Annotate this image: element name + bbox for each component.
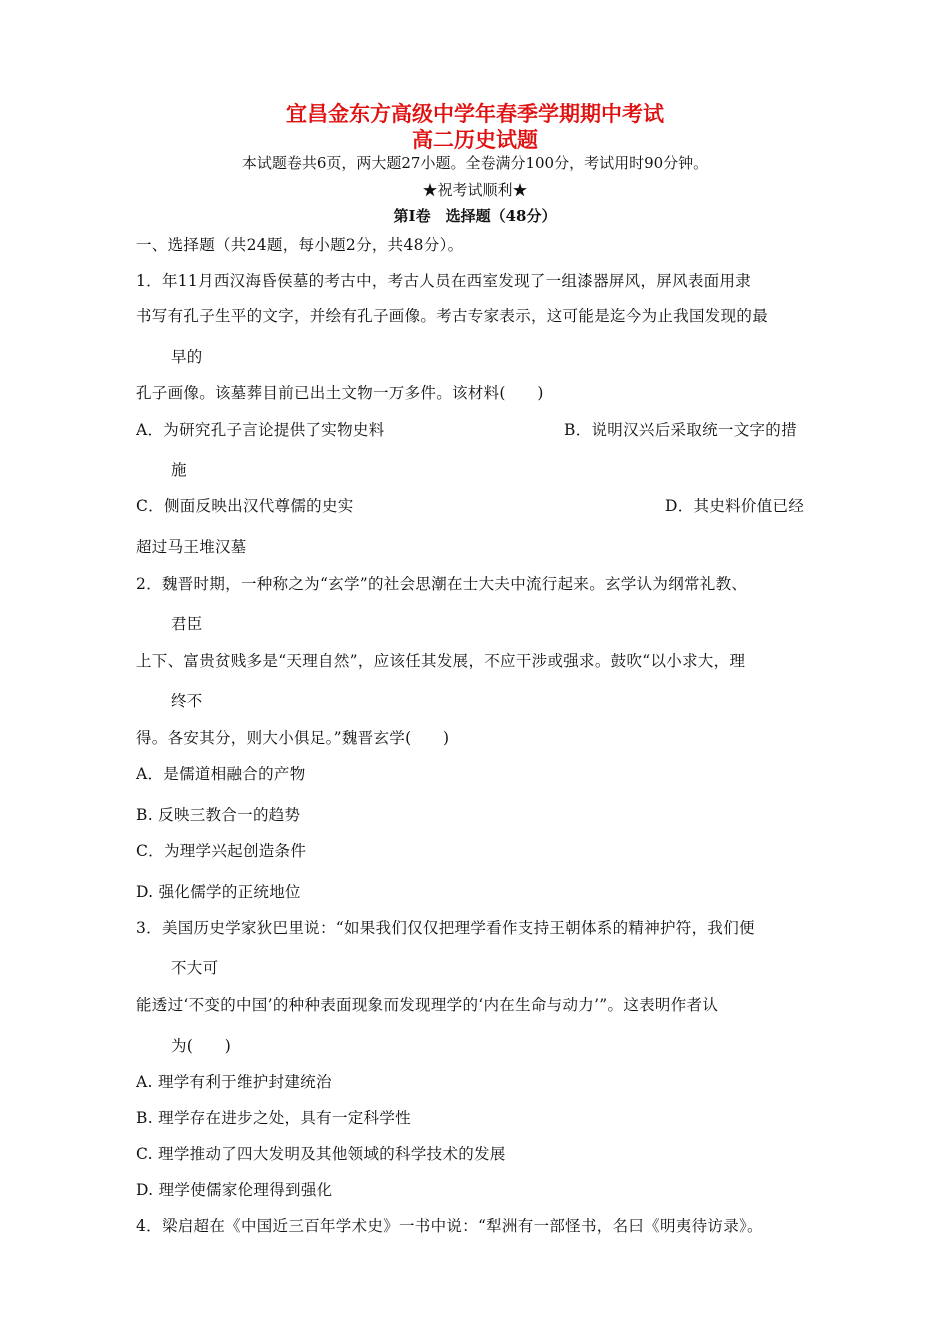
section-heading: 第Ⅰ卷 选择题（48分） bbox=[393, 207, 557, 225]
question-1-option-b: 施 bbox=[171, 461, 187, 479]
question-1-option-a: A．为研究孔子言论提供了实物史料 bbox=[136, 421, 385, 439]
question-2-text: 上下、富贵贫贱多是“天理自然”，应该任其发展，不应干涉或强求。鼓吹“以小求大，理 bbox=[136, 652, 746, 670]
question-1-text: 书写有孔子生平的文字，并绘有孔子画像。考古专家表示，这可能是迄今为止我国发现的最 bbox=[136, 307, 769, 325]
question-1-option-c: C．侧面反映出汉代尊儒的史实 bbox=[136, 497, 354, 515]
question-2-text: 2．魏晋时期，一种称之为“玄学”的社会思潮在士大夫中流行起来。玄学认为纲常礼教、 bbox=[136, 575, 748, 593]
question-3-option-c: C. 理学推动了四大发明及其他领域的科学技术的发展 bbox=[136, 1145, 506, 1163]
question-1-option-d: D．其史料价值已经 bbox=[665, 497, 805, 515]
question-3-option-d: D. 理学使儒家伦理得到强化 bbox=[136, 1181, 333, 1199]
exam-title: 宜昌金东方高级中学年春季学期期中考试 bbox=[286, 102, 664, 126]
question-3-text: 3．美国历史学家狄巴里说：“如果我们仅仅把理学看作支持王朝体系的精神护符，我们便 bbox=[136, 919, 755, 937]
question-1-text: 孔子画像。该墓葬目前已出土文物一万多件。该材料( ) bbox=[136, 384, 544, 402]
question-2-option-b: B. 反映三教合一的趋势 bbox=[136, 806, 301, 824]
question-2-option-d: D. 强化儒学的正统地位 bbox=[136, 883, 301, 901]
exam-subtitle: 高二历史试题 bbox=[412, 128, 538, 152]
question-3-text: 不大可 bbox=[171, 959, 219, 977]
question-4-text: 4．梁启超在《中国近三百年学术史》一书中说：“犁洲有一部怪书，名曰《明夷待访录》。 bbox=[136, 1217, 763, 1235]
question-2-text: 得。各安其分，则大小俱足。”魏晋玄学( ) bbox=[136, 729, 450, 747]
exam-info: 本试题卷共6页，两大题27小题。全卷满分100分，考试用时90分钟。 bbox=[241, 154, 709, 172]
question-1-text: 早的 bbox=[171, 348, 203, 366]
question-1-option-b: B．说明汉兴后采取统一文字的措 bbox=[564, 421, 797, 439]
question-3-option-a: A. 理学有利于维护封建统治 bbox=[136, 1073, 332, 1091]
question-3-text: 为( ) bbox=[171, 1037, 232, 1055]
exam-wish: ★祝考试顺利★ bbox=[422, 181, 528, 199]
question-2-option-a: A．是儒道相融合的产物 bbox=[136, 765, 306, 783]
question-2-option-c: C．为理学兴起创造条件 bbox=[136, 842, 307, 860]
question-3-text: 能透过‘不变的中国’的种种表面现象而发现理学的‘内在生命与动力’”。这表明作者认 bbox=[136, 996, 719, 1014]
question-1-text: 1．年11月西汉海昏侯墓的考古中，考古人员在西室发现了一组漆器屏风，屏风表面用隶 bbox=[136, 272, 752, 290]
question-1-option-d: 超过马王堆汉墓 bbox=[136, 538, 247, 556]
question-3-option-b: B. 理学存在进步之处，具有一定科学性 bbox=[136, 1109, 411, 1127]
part-heading: 一、选择题（共24题，每小题2分，共48分）。 bbox=[136, 236, 464, 254]
question-2-text: 终不 bbox=[171, 692, 203, 710]
question-2-text: 君臣 bbox=[171, 615, 203, 633]
